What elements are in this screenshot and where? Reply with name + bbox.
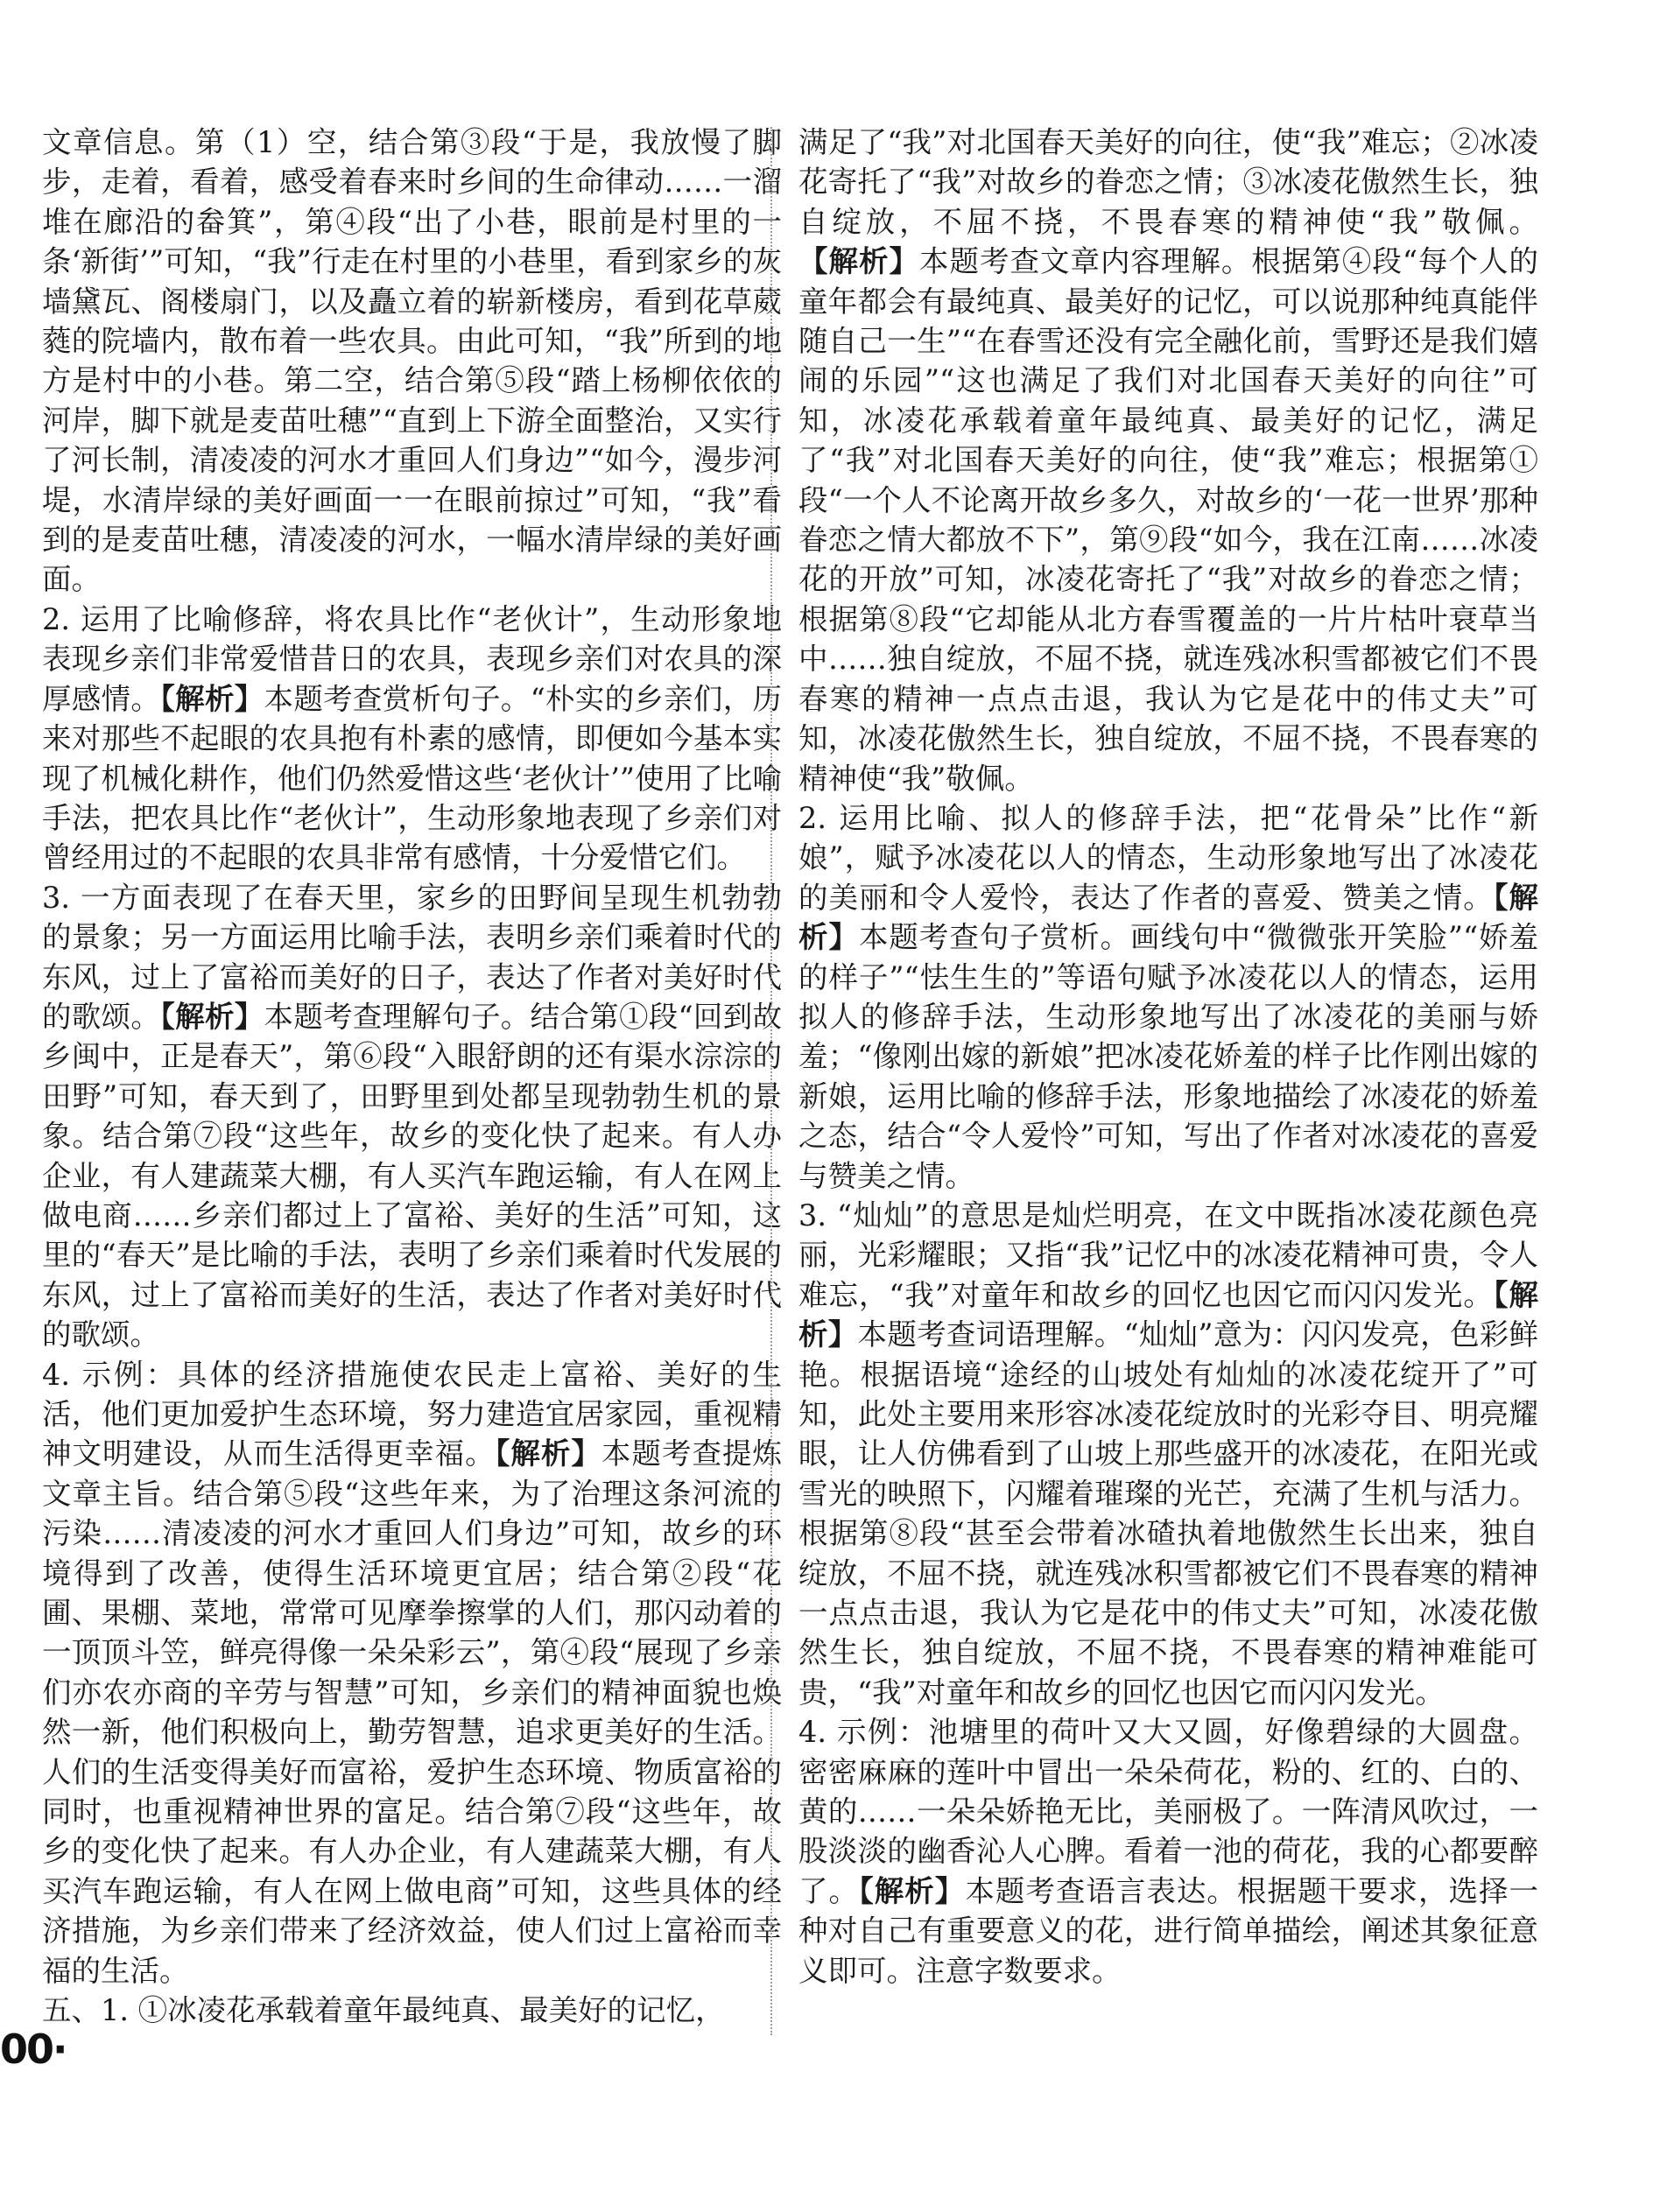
right-column <box>798 123 1538 1991</box>
left-paragraph-1: 文章信息。第（1）空，结合第③段“于是，我放慢了脚步，走着，看着，感受着春来时乡间的生命律动……一溜堆在廊沿的畚箕”，第④段“出了小巷，眼前是村里的一条‘新街’”可知，“我”行走在村里的小巷里，看到家乡的灰墙黛瓦、阁楼扇门，以及矗立着的崭新楼房，看到花草葳蕤的院墙内，散布着一些农具。由此可知，“我”所到的地方是村中的小巷。第二空，结合第⑤段“踏上杨柳依依的河岸，脚下就是麦苗吐穗”“直到上下游全面整治，又实行了河长制，清凌凌的河水才重回人们身边”“如今，漫步河堤，水清岸绿的美好画面一一在眼前掠过”可知，“我”看到的是麦苗吐穗，清凌凌的河水，一幅水清岸绿的美好画面。 <box>42 125 782 597</box>
left-paragraph-3: 3. 一方面表现了在春天里，家乡的田野间呈现生机勃勃的景象；另一方面运用比喻手法，表明乡亲们乘着时代的东风，过上了富裕而美好的日子，表达了作者对美好时代的歌颂。【解析】本题考查理解句子。结合第①段“回到故乡闽中，正是春天”，第⑥段“入眼舒朗的还有渠水淙淙的田野”可知，春天到了，田野里到处都呈现勃勃生机的景象。结合第⑦段“这些年，故乡的变化快了起来。有人办企业，有人建蔬菜大棚，有人买汽车跑运输，有人在网上做电商……乡亲们都过上了富裕、美好的生活”可知，这里的“春天”是比喻的手法，表明了乡亲们乘着时代发展的东风，过上了富裕而美好的生活，表达了作者对美好时代的歌颂。 <box>42 880 782 1352</box>
jiexi-label: 【解析】 <box>160 999 264 1034</box>
page-number: 00· <box>0 2026 67 2073</box>
left-paragraph-2: 2. 运用了比喻修辞，将农具比作“老伙计”，生动形象地表现乡亲们非常爱惜昔日的农具，表现乡亲们对农具的深厚感情。【解析】本题考查赏析句子。“朴实的乡亲们，历来对那些不起眼的农具抱有朴素的感情，即便如今基本实现了机械化耕作，他们仍然爱惜这些‘老伙计’”使用了比喻手法，把农具比作“老伙计”，生动形象地表现了乡亲们对曾经用过的不起眼的农具非常有感情，十分爱惜它们。 <box>42 601 782 875</box>
jiexi-label: 【解析】 <box>798 244 919 279</box>
column-divider <box>770 127 772 2035</box>
right-paragraph-3: 3. “灿灿”的意思是灿烂明亮，在文中既指冰凌花颜色亮丽，光彩耀眼；又指“我”记忆中的冰凌花精神可贵，令人难忘，“我”对童年和故乡的回忆也因它而闪闪发光。【解析】本题考查词语理解。“灿灿”意为：闪闪发亮，色彩鲜艳。根据语境“途经的山坡处有灿灿的冰凌花绽开了”可知，此处主要用来形容冰凌花绽放时的光彩夺目、明亮耀眼，让人仿佛看到了山坡上那些盛开的冰凌花，在阳光或雪光的映照下，闪耀着璀璨的光芒，充满了生机与活力。根据第⑧段“甚至会带着冰碴执着地傲然生长出来，独自绽放，不屈不挠，就连残冰积雪都被它们不畏春寒的精神一点点击退，我认为它是花中的伟丈夫”可知，冰凌花傲然生长，独自绽放，不屈不挠，不畏春寒的精神难能可贵，“我”对童年和故乡的回忆也因它而闪闪发光。 <box>798 1197 1538 1710</box>
jiexi-label: 【解析】 <box>859 1873 966 1908</box>
left-paragraph-4: 4. 示例：具体的经济措施使农民走上富裕、美好的生活，他们更加爱护生态环境，努力建造宜居家园，重视精神文明建设，从而生活得更幸福。【解析】本题考查提炼文章主旨。结合第⑤段“这些年来，为了治理这条河流的污染……清凌凌的河水才重回人们身边”可知，故乡的环境得到了改善，使得生活环境更宜居；结合第②段“花圃、果棚、菜地，常常可见摩拳擦掌的人们，那闪动着的一顶顶斗笠，鲜亮得像一朵朵彩云”，第④段“展现了乡亲们亦农亦商的辛劳与智慧”可知，乡亲们的精神面貌也焕然一新，他们积极向上，勤劳智慧，追求更美好的生活。人们的生活变得美好而富裕，爱护生态环境、物质富裕的同时，也重视精神世界的富足。结合第⑦段“这些年，故乡的变化快了起来。有人办企业，有人建蔬菜大棚，有人买汽车跑运输，有人在网上做电商”可知，这些具体的经济措施，为乡亲们带来了经济效益，使人们过上富裕而幸福的生活。 <box>42 1357 783 1988</box>
jiexi-label: 【解析】 <box>495 1436 601 1471</box>
left-column <box>42 123 782 2031</box>
right-paragraph-2: 2. 运用比喻、拟人的修辞手法，把“花骨朵”比作“新娘”，赋予冰凌花以人的情态，生动形象地写出了冰凌花的美丽和令人爱怜，表达了作者的喜爱、赞美之情。【解析】本题考查句子赏析。画线句中“微微张开笑脸”“娇羞的样子”“怯生生的”等语句赋予冰凌花以人的情态，运用拟人的修辞手法，生动形象地写出了冰凌花的美丽与娇羞；“像刚出嫁的新娘”把冰凌花娇羞的样子比作刚出嫁的新娘，运用比喻的修辞手法，形象地描绘了冰凌花的娇羞之态，结合“令人爱怜”可知，写出了作者对冰凌花的喜爱与赞美之情。 <box>798 800 1539 1193</box>
jiexi-label: 【解析】 <box>160 681 264 716</box>
jiexi-label: 【解析】 <box>798 1277 1538 1352</box>
right-paragraph-4: 4. 示例：池塘里的荷叶又大又圆，好像碧绿的大圆盘。密密麻麻的莲叶中冒出一朵朵荷花，粉的、红的、白的、黄的……一朵朵娇艳无比，美丽极了。一阵清风吹过，一股淡淡的幽香沁人心脾。看着一池的荷花，我的心都要醉了。【解析】本题考查语言表达。根据题干要求，选择一种对自己有重要意义的花，进行简单描绘，阐述其象征意义即可。注意字数要求。 <box>798 1715 1539 1988</box>
left-paragraph-5: 五、1. ①冰凌花承载着童年最纯真、最美好的记忆， <box>42 1993 725 2028</box>
right-paragraph-1: 满足了“我”对北国春天美好的向往，使“我”难忘；②冰凌花寄托了“我”对故乡的眷恋之情；③冰凌花傲然生长，独自绽放，不屈不挠，不畏春寒的精神使“我”敬佩。【解析】本题考查文章内容理解。根据第④段“每个人的童年都会有最纯真、最美好的记忆，可以说那种纯真能伴随自己一生”“在春雪还没有完全融化前，雪野还是我们嬉闹的乐园”“这也满足了我们对北国春天美好的向往”可知，冰凌花承载着童年最纯真、最美好的记忆，满足了“我”对北国春天美好的向往，使“我”难忘；根据第①段“一个人不论离开故乡多久，对故乡的‘一花一世界’那种眷恋之情大都放不下”，第⑨段“如今，我在江南……冰凌花的开放”可知，冰凌花寄托了“我”对故乡的眷恋之情；根据第⑧段“它却能从北方春雪覆盖的一片片枯叶衰草当中……独自绽放，不屈不挠，就连残冰积雪都被它们不畏春寒的精神一点点击退，我认为它是花中的伟丈夫”可知，冰凌花傲然生长，独自绽放，不屈不挠，不畏春寒的精神使“我”敬佩。 <box>798 125 1538 796</box>
jiexi-label: 【解析】 <box>798 880 1539 955</box>
